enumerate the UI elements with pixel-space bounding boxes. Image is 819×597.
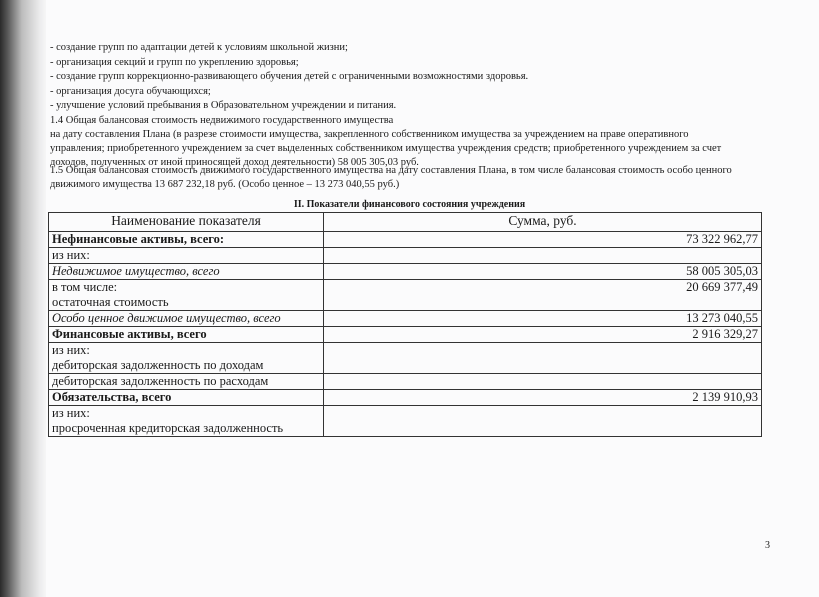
page-number: 3 [765,540,770,551]
table-row [49,232,762,248]
paragraph-line: 1.4 Общая балансовая стоимость недвижимого государственного имущества [50,115,394,126]
row-name-line: из них: [52,343,90,357]
financial-table [48,212,762,437]
row-name [49,406,324,437]
row-value: 2 916 329,27 [324,327,762,343]
table-row [49,390,762,406]
row-name: из них: [49,248,324,264]
header-name: Наименование показателя [49,213,324,232]
row-name: Нефинансовые активы, всего: [49,232,324,248]
row-value: 13 273 040,55 [324,311,762,327]
row-name: Недвижимое имущество, всего [49,264,324,280]
list-item: - улучшение условий пребывания в Образовательном учреждении и питания. [50,100,397,111]
table-row [49,406,762,437]
paragraph-line: движимого имущества 13 687 232,18 руб. (Особо ценное – 13 273 040,55 руб.) [50,179,400,190]
section-title: II. Показатели финансового состояния учреждения [293,199,526,210]
row-name: Финансовые активы, всего [49,327,324,343]
row-name [49,343,324,374]
binding-shadow [0,0,46,597]
row-value: 20 669 377,49 [324,280,762,311]
header-sum: Сумма, руб. [324,213,762,232]
row-name-line: остаточная стоимость [52,295,169,309]
paragraph-line: управления; приобретенного учреждением за счет выделенных собственником имущества учреждения средств; приобретенного учреждением за счет [50,143,722,154]
table-row [49,343,762,374]
paragraph-1-5 [50,164,770,192]
row-name: Обязательства, всего [49,390,324,406]
paragraph-line: 1.5 Общая балансовая стоимость движимого государственного имущества на дату составления Плана, в том числе балансовая стоимость особо ценного [50,165,732,176]
list-item: - организация секций и групп по укреплению здоровья; [50,56,299,68]
row-name: дебиторская задолженность по расходам [49,374,324,390]
paragraph-line: доходов, полученных от иной приносящей доход деятельности) 58 005 305,03 руб. [50,157,419,168]
row-name-line: в том числе: [52,280,118,294]
list-item: - организация досуга обучающихся; [50,85,211,97]
table-row [49,327,762,343]
paragraph-line: на дату составления Плана (в разрезе стоимости имущества, закрепленного собственником имущества за учреждением на праве оперативного [50,129,689,140]
row-name-line: просроченная кредиторская задолженность [52,421,284,435]
list-item: - создание групп по адаптации детей к условиям школьной жизни; [50,42,348,53]
list-item: - создание групп коррекционно-развивающего обучения детей с ограниченными возможностями здоровья. [50,71,529,82]
table-row [49,280,762,311]
row-name-line: из них: [52,406,90,420]
goals-list [50,41,528,114]
row-value-empty [324,248,762,264]
row-value: 58 005 305,03 [324,264,762,280]
row-value-empty [324,343,762,374]
table-header-row [49,213,762,232]
row-name [49,280,324,311]
paragraph-1-4 [50,114,770,170]
table-row [49,311,762,327]
row-value-empty [324,374,762,390]
row-value: 2 139 910,93 [324,390,762,406]
table-row [49,264,762,280]
table-row [49,374,762,390]
table-row [49,248,762,264]
row-name-line: дебиторская задолженность по доходам [52,358,264,372]
row-name: Особо ценное движимое имущество, всего [49,311,324,327]
row-value: 73 322 962,77 [324,232,762,248]
row-value-empty [324,406,762,437]
